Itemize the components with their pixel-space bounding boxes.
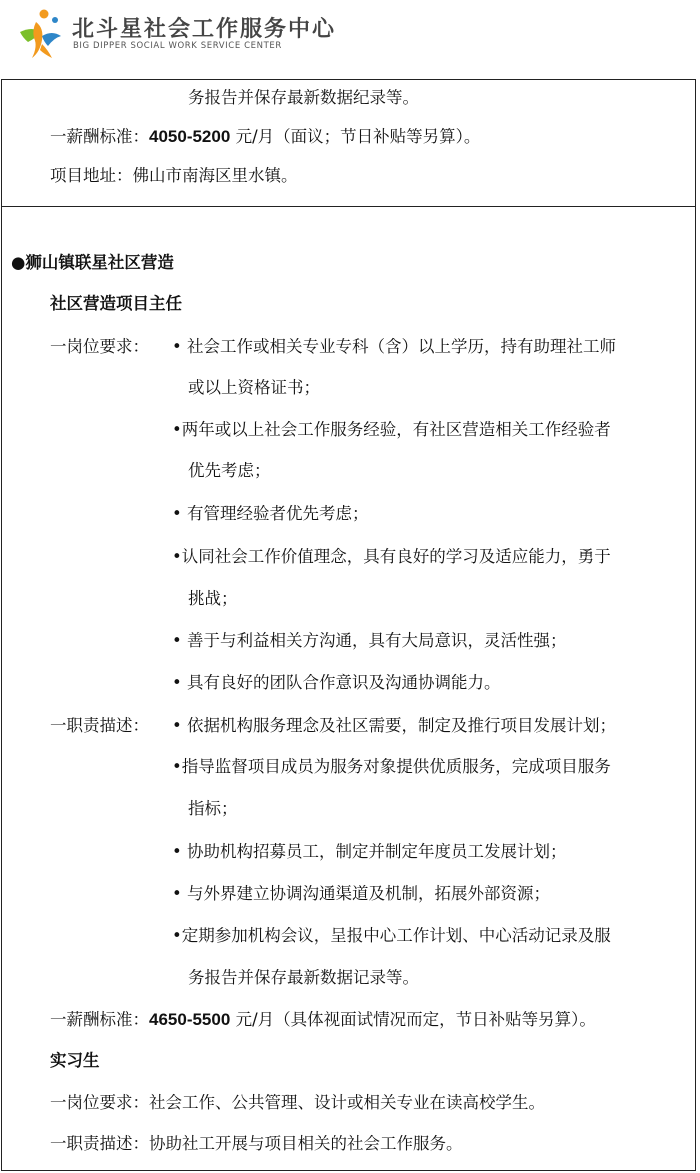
salary-value: 4050-5200 xyxy=(149,127,231,146)
position-title-intern: 实习生 xyxy=(50,1051,100,1070)
list-item: • 具有良好的团队合作意识及沟通协调能力。 xyxy=(172,673,501,692)
list-item: • 有管理经验者优先考虑； xyxy=(172,504,369,523)
list-item: •指导监督项目成员为服务对象提供优质服务，完成项目服务 xyxy=(172,757,611,776)
salary-label: 一薪酬标准： xyxy=(50,127,149,146)
list-item: 优先考虑； xyxy=(188,461,271,480)
salary-suffix: 元/月（具体视面试情况而定，节日补贴等另算）。 xyxy=(235,1010,596,1029)
list-item: 务报告并保存最新数据记录等。 xyxy=(188,968,419,987)
address-line: 项目地址：佛山市南海区里水镇。 xyxy=(50,166,298,185)
list-item: 挑战； xyxy=(188,589,238,608)
intern-requirements: 一岗位要求：社会工作、公共管理、设计或相关专业在读高校学生。 xyxy=(50,1093,545,1112)
logo-chinese-name: 北斗星社会工作服务中心 xyxy=(72,17,337,42)
list-item: • 善于与利益相关方沟通，具有大局意识，灵活性强； xyxy=(172,631,567,650)
salary-line xyxy=(50,126,480,148)
list-item: •认同社会工作价值理念，具有良好的学习及适应能力，勇于 xyxy=(172,547,611,566)
list-item: • 依据机构服务理念及社区需要，制定及推行项目发展计划； xyxy=(172,716,616,735)
section-heading: ●狮山镇联星社区营造 xyxy=(11,253,174,272)
list-item: • 社会工作或相关专业专科（含）以上学历，持有助理社工师 xyxy=(172,337,616,356)
salary-value: 4650-5500 xyxy=(149,1010,231,1029)
duties-label: 一职责描述： xyxy=(50,716,149,735)
list-item: 指标； xyxy=(188,799,238,818)
list-item: •两年或以上社会工作服务经验，有社区营造相关工作经验者 xyxy=(172,420,611,439)
intern-duties: 一职责描述：协助社工开展与项目相关的社会工作服务。 xyxy=(50,1134,463,1153)
big-dipper-logo-icon xyxy=(14,8,66,60)
logo-english-name: BIG DIPPER SOCIAL WORK SERVICE CENTER xyxy=(73,41,282,51)
section-box xyxy=(1,206,696,1171)
continuation-text: 务报告并保存最新数据纪录等。 xyxy=(188,88,419,107)
position-title: 社区营造项目主任 xyxy=(50,294,182,313)
salary-label: 一薪酬标准： xyxy=(50,1010,149,1029)
list-item: • 协助机构招募员工，制定并制定年度员工发展计划； xyxy=(172,842,567,861)
page-header xyxy=(0,0,700,78)
salary-line-2 xyxy=(50,1009,596,1031)
top-section-box xyxy=(1,79,696,207)
list-item: • 与外界建立协调沟通渠道及机制，拓展外部资源； xyxy=(172,884,550,903)
requirements-label: 一岗位要求： xyxy=(50,337,149,356)
salary-suffix: 元/月（面议；节日补贴等另算）。 xyxy=(235,127,481,146)
list-item: 或以上资格证书； xyxy=(188,378,320,397)
list-item: •定期参加机构会议，呈报中心工作计划、中心活动记录及服 xyxy=(172,926,611,945)
